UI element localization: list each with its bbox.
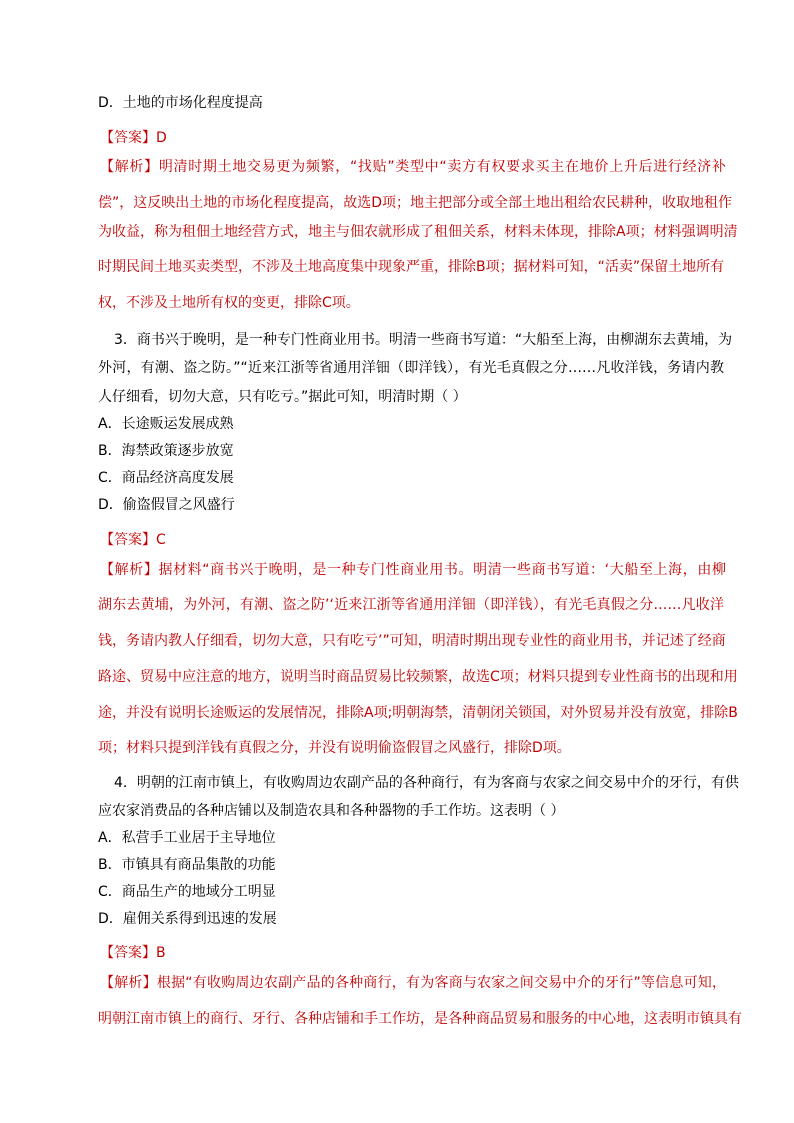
analysis-label: 【解析】: [100, 159, 159, 175]
q3-analysis-line-4: 路途、贸易中应注意的地方，说明当时商品贸易比较频繁，故选C项；材料只提到专业性商书的出现和用: [98, 669, 738, 685]
q3-analysis-line-5: 途，并没有说明长途贩运的发展情况，排除A项;明朝海禁，清朝闭关锁国，对外贸易并没有放宽，排除B: [98, 705, 738, 721]
q2-option-d: D．土地的市场化程度提高: [98, 95, 263, 111]
answer-value: D: [156, 130, 167, 146]
q4-stem-line-2: 应农家消费品的各种店铺以及制造农具和各种器物的手工作坊。这表明（ ）: [98, 803, 565, 819]
q3-analysis-line-3: 钱，务请内教人仔细看，切勿大意，只有吃亏’”可知，明清时期出现专业性的商业用书，并记述了经商: [98, 633, 726, 649]
q4-answer: [100, 943, 166, 963]
q4-option-c: C．商品生产的地域分工明显: [98, 884, 276, 900]
q4-stem-line-1: 4．明朝的江南市镇上，有收购周边农副产品的各种商行，有为客商与农家之间交易中介的牙行，有供: [114, 775, 739, 791]
q3-answer: [100, 530, 166, 550]
q3-option-b: B．海禁政策逐步放宽: [98, 443, 234, 459]
analysis-label: 【解析】: [100, 562, 159, 578]
answer-label: 【答案】: [100, 532, 156, 548]
q4-option-d: D．雇佣关系得到迅速的发展: [98, 911, 277, 927]
q3-analysis-line-1: 【解析】据材料“商书兴于晚明，是一种专门性商业用书。明清一些商书写道：‘大船至上海，由柳: [100, 562, 727, 578]
q4-option-a: A．私营手工业居于主导地位: [98, 830, 276, 846]
q3-analysis-line-2: 湖东去黄埔，为外河，有潮、盗之防’‘近来江浙等省通用洋钿（即洋钱），有光毛真假之分……凡收洋: [98, 597, 724, 613]
q2-analysis-line-4: 时期民间土地买卖类型，不涉及土地高度集中现象严重，排除B项；据材料可知，“活卖”保留土地所有: [98, 259, 725, 275]
q2-answer: [100, 128, 167, 148]
answer-value: B: [156, 945, 166, 961]
q4-analysis-line-2: 明朝江南市镇上的商行、牙行、各种店铺和手工作坊，是各种商品贸易和服务的中心地，这表明市镇具有: [98, 1011, 742, 1027]
analysis-label: 【解析】: [100, 975, 157, 991]
q3-option-c: C．商品经济高度发展: [98, 470, 234, 486]
q2-analysis-line-1: 【解析】明清时期土地交易更为频繁，“找贴”类型中“卖方有权要求买主在地价上升后进行经济补: [100, 159, 726, 175]
q2-analysis-line-3: 为收益，称为租佃土地经营方式，地主与佃农就形成了租佃关系，材料未体现，排除A项；材料强调明清: [98, 224, 738, 240]
q2-analysis-line-5: 权，不涉及土地所有权的变更，排除C项。: [98, 295, 360, 311]
q3-option-a: A．长途贩运发展成熟: [98, 416, 234, 432]
q4-option-b: B．市镇具有商品集散的功能: [98, 857, 276, 873]
answer-label: 【答案】: [100, 945, 156, 961]
q3-stem-line-1: 3．商书兴于晚明，是一种专门性商业用书。明清一些商书写道：“大船至上海，由柳湖东去黄埔，为: [114, 332, 733, 348]
answer-label: 【答案】: [100, 130, 156, 146]
q3-stem-line-3: 人仔细看，切勿大意，只有吃亏。”据此可知，明清时期（ ）: [98, 389, 467, 405]
q3-option-d: D．偷盗假冒之风盛行: [98, 497, 235, 513]
q4-analysis-line-1: 【解析】根据“有收购周边农副产品的各种商行，有为客商与农家之间交易中介的牙行”等信息可知，: [100, 975, 727, 991]
q3-analysis-line-6: 项；材料只提到洋钱有真假之分，并没有说明偷盗假冒之风盛行，排除D项。: [98, 740, 571, 756]
q2-analysis-line-2: 偿”，这反映出土地的市场化程度提高，故选D项；地主把部分或全部土地出租给农民耕种，收取地租作: [98, 195, 733, 211]
q3-stem-line-2: 外河，有潮、盗之防。”“近来江浙等省通用洋钿（即洋钱），有光毛真假之分……凡收洋钱，务请内教: [98, 360, 724, 376]
answer-value: C: [156, 532, 166, 548]
